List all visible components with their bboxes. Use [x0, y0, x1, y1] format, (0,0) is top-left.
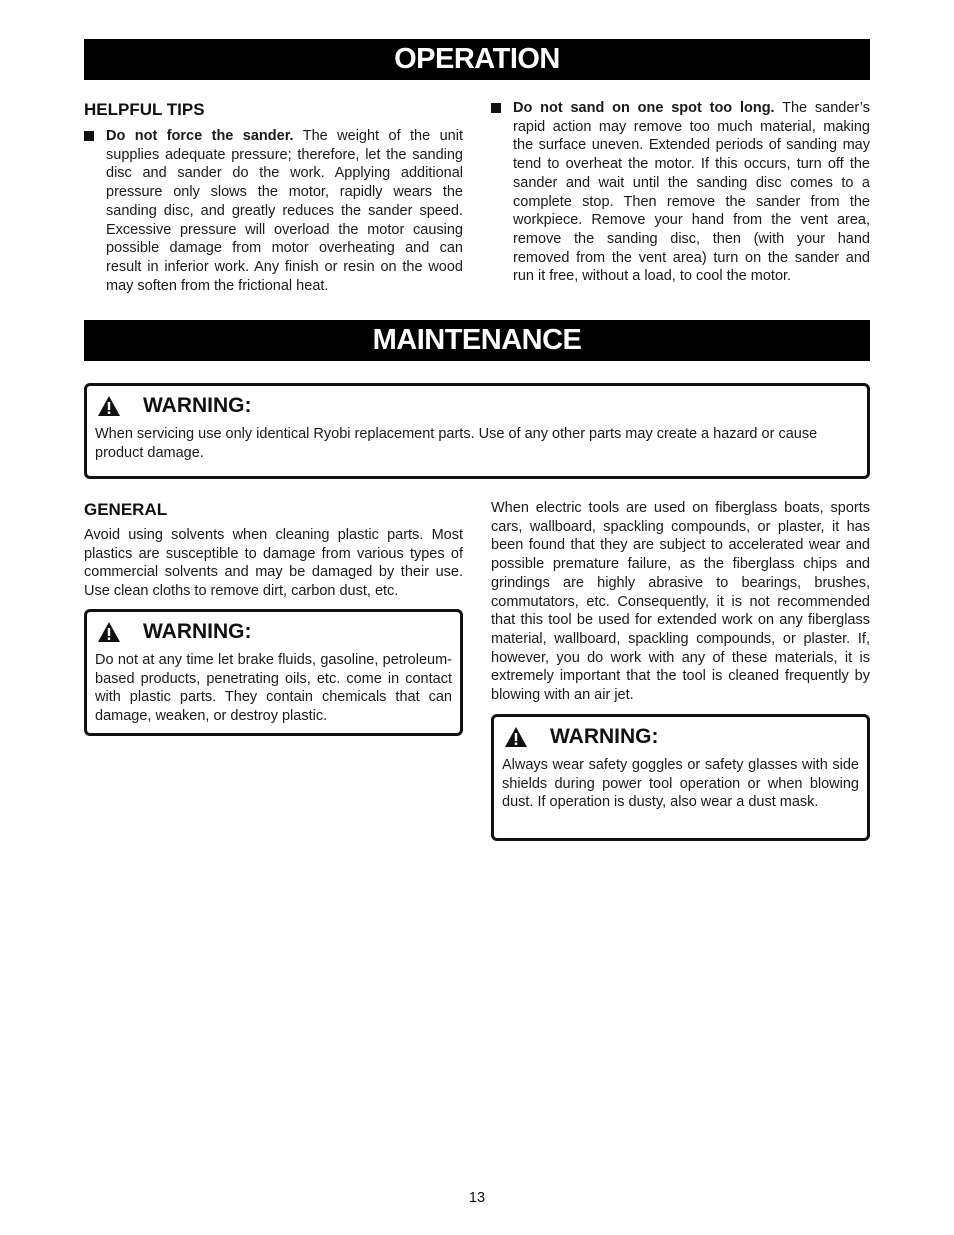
warning-text: Always wear safety goggles or safety glasses with side shields during power tool operation or when blowing dust. If operation is dusty, also wear a dust mask.: [502, 757, 859, 811]
tip-one-spot: [491, 99, 870, 289]
fiberglass-paragraph: When electric tools are used on fiberglass boats, sports cars, wallboard, spackling compounds, or plaster, it has been found that they are subject to accelerated wear and possible premature failure, as the fiberglass chips and grindings are highly abrasive to bearings, brushes, commutators, etc. Consequently, it is not recommended that this tool be used for extended work on any fiberglass material, wallboard, spackling compounds, or plaster. If, however, you do work with any of these materials, it is extremely important that the tool is cleaned frequently by blowing with an air jet.: [491, 500, 870, 704]
general-paragraph: Avoid using solvents when cleaning plastic parts. Most plastics are susceptible to damage from various types of commercial solvents and may be damaged by their use. Use clean cloths to remove dirt, carbon dust, etc.: [84, 527, 463, 600]
tip-text: The sander’s rapid action may remove too much material, making the surface uneven. Extended periods of sanding may tend to overheat the motor. If this occurs, turn off the sander and wait until the sanding disc comes to a complete stop. Then remove the sander from the workpiece. Remove your hand from the vent area, remove the sanding disc, then (with your hand removed from the vent area) turn on the sander and run it free, without a load, to cool the motor.: [513, 100, 870, 285]
warning-triangle-icon: [97, 395, 121, 417]
tip-force-sander: [84, 127, 463, 297]
tip-text: The weight of the unit supplies adequate pressure; therefore, let the sanding disc and sander do the work. Applying additional pressure only slows the motor, rapidly wears the sanding disc, and greatly reduces the sander speed. Excessive pressure will overload the motor causing possible damage from motor overheating and can result in inferior work. Any finish or resin on the wood may soften from the frictional heat.: [106, 128, 463, 294]
tip-body: [513, 99, 870, 286]
warning-title: WARNING:: [143, 620, 252, 643]
warning-title: WARNING:: [143, 394, 252, 417]
maintenance-banner: MAINTENANCE: [84, 320, 870, 361]
operation-banner: OPERATION: [84, 39, 870, 80]
warning-triangle-icon: [504, 726, 528, 748]
bullet-square-icon: [84, 131, 94, 141]
warning-text: Do not at any time let brake fluids, gasoline, petroleum-based products, penetrating oils, etc. come in contact with plastic parts. They contain chemicals that can damage, weaken, or destroy plastic.: [95, 652, 452, 725]
warning-triangle-icon: [97, 621, 121, 643]
warning-header: [97, 618, 252, 646]
general-heading: GENERAL: [84, 500, 168, 519]
page-number: 13: [468, 1190, 486, 1206]
warning-box-safety-goggles: [491, 714, 870, 841]
tip-body: [106, 127, 463, 295]
warning-header: [97, 392, 252, 420]
warning-box-replacement-parts: [84, 383, 870, 479]
helpful-tips-heading: HELPFUL TIPS: [84, 100, 205, 119]
tip-lead: Do not sand on one spot too long.: [513, 100, 775, 116]
warning-title: WARNING:: [550, 725, 659, 748]
bullet-square-icon: [491, 103, 501, 113]
warning-header: [504, 723, 659, 751]
warning-box-plastic-parts: [84, 609, 463, 736]
tip-lead: Do not force the sander.: [106, 128, 294, 144]
warning-text: When servicing use only identical Ryobi replacement parts. Use of any other parts may create a hazard or cause product damage.: [95, 426, 818, 461]
